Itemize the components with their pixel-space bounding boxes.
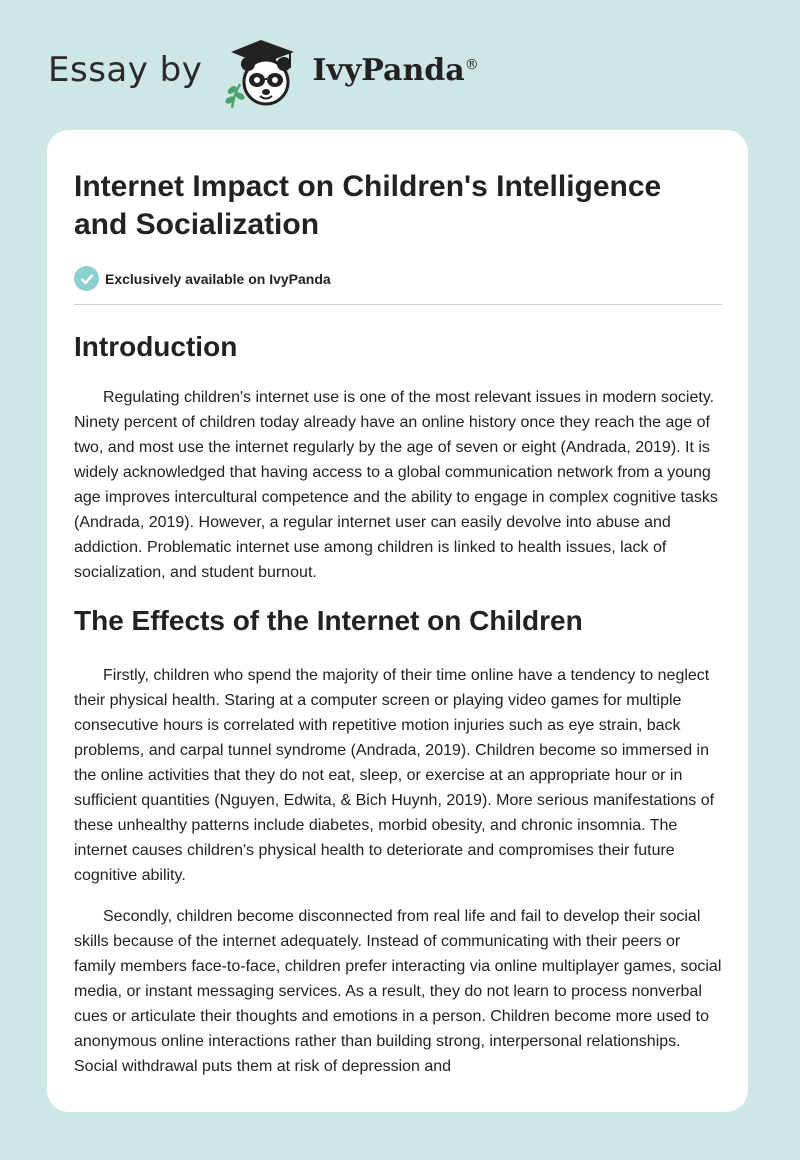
section-heading-effects: The Effects of the Internet on Children — [74, 605, 583, 636]
ivypanda-logo[interactable] — [216, 32, 478, 108]
panda-mascot-icon — [216, 32, 306, 108]
section-heading-introduction: Introduction — [74, 331, 238, 362]
checkmark-icon — [74, 266, 99, 291]
essay-by-label: Essay by — [48, 50, 203, 90]
exclusive-badge — [74, 266, 722, 291]
essay-card — [47, 130, 748, 1112]
registered-mark: ® — [464, 56, 479, 73]
paragraph: Secondly, children become disconnected from real life and fail to develop their social skills because of the internet adequately. Instead of communicating with their peers or family members face-to-face, children prefer interacting via online multiplayer games, social media, or instant messaging services. As a result, they do not learn to process nonverbal cues or articulate their thoughts and emotions in a person. Children become more used to anonymous online interactions rather than building strong, interpersonal relationships. Social withdrawal puts them at risk of depression and — [74, 908, 722, 1075]
paragraph: Regulating children's internet use is one of the most relevant issues in modern society. Ninety percent of children today already have an online history once they reach the age of two, and most use the internet regularly by the age of seven or eight (Andrada, 2019). It is widely acknowledged that having access to a global communication network from a young age improves intercultural competence and the ability to engage in complex cognitive tasks (Andrada, 2019). However, a regular internet user can easily devolve into abuse and addiction. Problematic internet use among children is linked to health issues, lack of socialization, and student burnout. — [74, 389, 718, 581]
essay-title: Internet Impact on Children's Intelligence and Socialization — [74, 170, 662, 241]
badge-label: Exclusively available on IvyPanda — [105, 270, 331, 287]
paragraph: Firstly, children who spend the majority of their time online have a tendency to neglect their physical health. Staring at a computer screen or playing video games for multiple consecutive hours is correlated with repetitive motion injuries such as eye strain, back problems, and carpal tunnel syndrome (Andrada, 2019). Children become so immersed in the online activities that they do not eat, sleep, or exercise at an appropriate hour or in sufficient quantities (Nguyen, Edwita, & Bich Huynh, 2019). More serious manifestations of these unhealthy patterns include diabetes, morbid obesity, and chronic insomnia. The internet causes children's physical health to deteriorate and compromises their future cognitive ability. — [74, 667, 715, 884]
title-divider — [74, 304, 722, 305]
brand-name: IvyPanda® — [312, 52, 479, 88]
site-header — [48, 30, 648, 110]
